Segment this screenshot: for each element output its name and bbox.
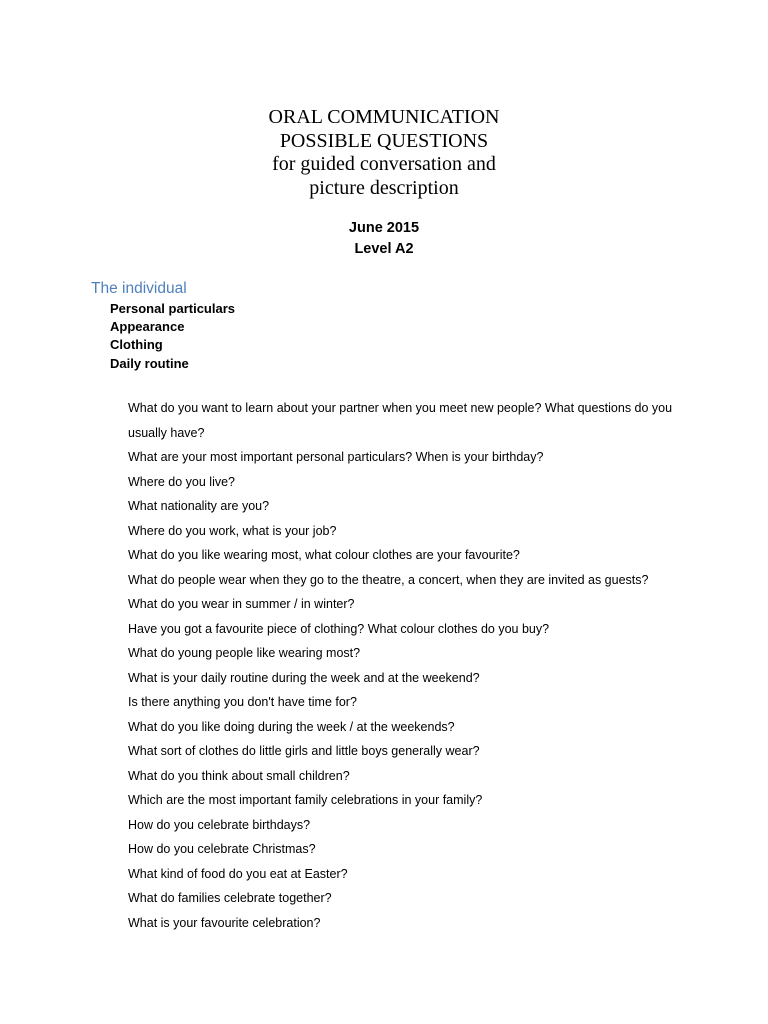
topic-item: Personal particulars (110, 301, 235, 316)
topic-item: Clothing (110, 337, 163, 353)
question-item: What do you wear in summer / in winter? (128, 597, 355, 611)
title-line-1: ORAL COMMUNICATION (268, 106, 500, 128)
question-item: How do you celebrate Christmas? (128, 842, 316, 856)
question-item: Which are the most important family celebrations in your family? (128, 793, 483, 807)
title-line-2: POSSIBLE QUESTIONS (279, 129, 489, 152)
question-item: Have you got a favourite piece of clothing? What colour clothes do you buy? (128, 621, 550, 636)
question-item: How do you celebrate birthdays? (128, 817, 311, 832)
topic-list (110, 300, 235, 373)
question-item: What do people wear when they go to the theatre, a concert, when they are invited as guests? (128, 572, 649, 587)
topic-item: Appearance (110, 319, 185, 335)
topic-item: Daily routine (110, 355, 189, 371)
section-heading: The individual (91, 280, 187, 297)
question-item: What do families celebrate together? (128, 891, 332, 905)
exam-level: Level A2 (354, 241, 414, 257)
question-item: What do young people like wearing most? (128, 646, 361, 660)
title-line-3: for guided conversation and (272, 153, 496, 175)
question-list (128, 396, 698, 935)
question-item: Where do you work, what is your job? (128, 523, 337, 538)
question-item: Where do you live? (128, 474, 236, 489)
question-item: What do you want to learn about your partner when you meet new people? What questions do you usually have? (128, 401, 673, 440)
question-item: Is there anything you don't have time for? (128, 695, 357, 709)
title-line-4: picture description (309, 176, 459, 199)
question-item: What is your favourite celebration? (128, 915, 321, 930)
exam-date: June 2015 (348, 220, 420, 236)
question-item: What nationality are you? (128, 499, 270, 513)
question-item: What do you like wearing most, what colour clothes are your favourite? (128, 548, 520, 562)
question-item: What sort of clothes do little girls and little boys generally wear? (128, 744, 480, 758)
question-item: What is your daily routine during the week and at the weekend? (128, 670, 480, 685)
question-item: What do you like doing during the week / at the weekends? (128, 719, 455, 734)
question-item: What are your most important personal particulars? When is your birthday? (128, 450, 544, 464)
question-item: What do you think about small children? (128, 768, 350, 783)
question-item: What kind of food do you eat at Easter? (128, 866, 348, 881)
document-title (0, 106, 768, 200)
document-meta (0, 218, 768, 260)
